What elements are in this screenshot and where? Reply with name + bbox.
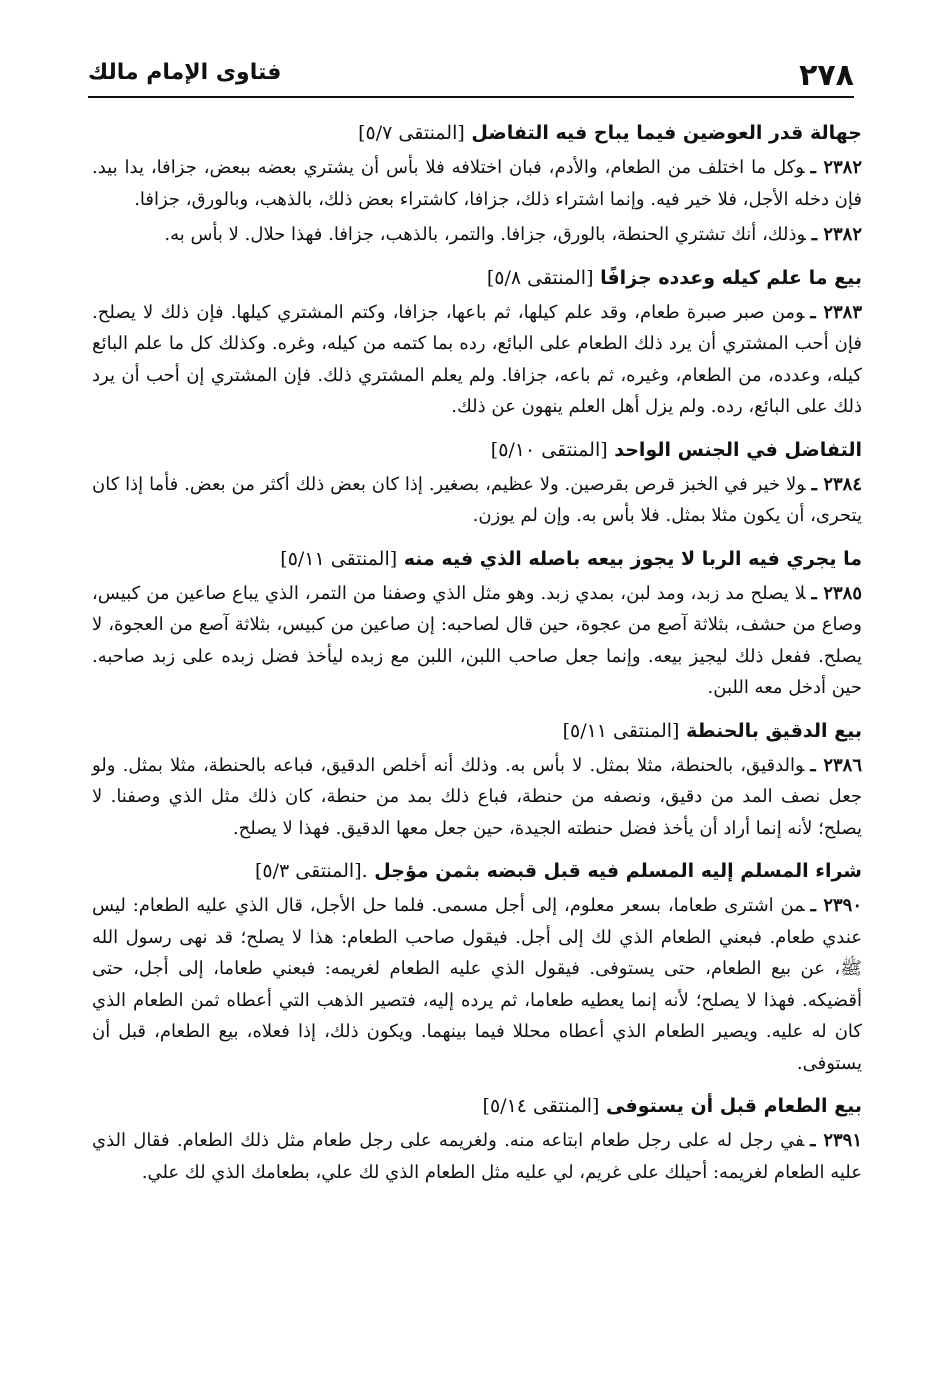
section (92, 542, 862, 704)
entry-number: ٢٣٨٦ ـ (810, 754, 862, 776)
section-reference: [المنتقى ٥/١١] (280, 547, 398, 570)
section-title (92, 542, 862, 576)
entry-number: ٢٣٩١ ـ (810, 1130, 862, 1151)
entry-paragraph (92, 469, 862, 532)
entry-paragraph (92, 750, 862, 845)
entry-text: وذلك، أنك تشتري الحنطة، بالورق، جزافا. والتمر، بالذهب، جزافا. فهذا حلال. لا بأس به. (164, 224, 806, 245)
entry-text: ولا خير في الخبز قرص بقرصين. ولا عظيم، بصغير. إذا كان بعض ذلك أكثر من بعض. فأما إذا كان يتحرى، أن يكون مثلا بمثل. فلا بأس به. وإن لم يوزن. (92, 473, 862, 526)
entry-number: ٢٣٩٠ ـ (810, 895, 862, 916)
section-reference: [المنتقى ٥/٧] (358, 122, 465, 144)
section-reference: .[المنتقى ٥/٣] (254, 860, 368, 882)
entry-text: ومن صبر صبرة طعام، وقد علم كيلها، ثم باعها، جزافا، وكتم المشتري كيلها. فإن ذلك لا يصلح. فإن أحب المشتري أن يرد ذلك الطعام على البائع، رده بما كتمه من كيله، وغره. وكذلك كل ما علم البائع كيله، وعدده، من الطعام، وغيره، ثم باعه، جزافا. ولم يعلم المشتري ذلك. فإن المشتري إن أحب أن يرد ذلك على البائع، رده. ولم يزل أهل العلم ينهون عن ذلك. (92, 301, 862, 417)
section-title-text: بيع الدقيق بالحنطة (686, 719, 862, 742)
section-reference: [المنتقى ٥/٨] (486, 266, 594, 289)
entry-paragraph (92, 297, 862, 423)
entry-text: لا يصلح مد زبد، ومد لبن، بمدي زبد. وهو مثل الذي وصفنا من التمر، الذي يباع صاعين من كبيس، وصاع من حشف، بثلاثة آصع من عجوة، حين قال لصاحبه: إن صاعين من كبيس، بثلاثة آصع من العجوة، لا يصلح. ففعل ذلك ليجيز بيعه. وإنما جعل صاحب اللبن، اللبن مع زبده ليأخذ فضل زبده على زبد صاحبه. حين أدخل معه اللبن. (92, 582, 862, 698)
entry-paragraph (92, 152, 862, 215)
section-title (92, 1089, 862, 1123)
section-title-text: جهالة قدر العوضين فيما يباح فيه التفاضل (471, 122, 862, 144)
section (92, 261, 862, 423)
section-reference: [المنتقى ٥/١١] (562, 719, 680, 742)
entry-text: في رجل له على رجل طعام ابتاعه منه. ولغريمه على رجل طعام مثل ذلك الطعام. فقال الذي عليه الطعام لغريمه: أحيلك على غريم، لي عليه مثل الطعام الذي لك علي، بطعامك الذي لك علي. (92, 1130, 862, 1183)
section (92, 1089, 862, 1188)
book-title: فتاوى الإمام مالك (88, 60, 282, 85)
section-title-text: ما يجري فيه الربا لا يجوز بيعه باصله الذي فيه منه (403, 547, 862, 570)
entry-number: ٢٣٨٣ ـ (810, 301, 862, 323)
entry-text: وكل ما اختلف من الطعام، والأدم، فبان اختلافه فلا بأس أن يشتري بعضه ببعض، جزافا، يدا بيد. فإن دخله الأجل، فلا خير فيه. وإنما اشتراء ذلك، جزافا، كاشتراء بعض ذلك، بالذهب، وبالورق، جزافا. (92, 157, 862, 210)
entry-paragraph (92, 1125, 862, 1188)
section-reference: [المنتقى ٥/١٤] (482, 1095, 600, 1117)
section-title-text: بيع الطعام قبل أن يستوفى (606, 1095, 862, 1117)
section-title-text: التفاضل في الجنس الواحد (614, 438, 862, 461)
page-header (88, 56, 854, 98)
section-title (92, 433, 862, 467)
entry-number: ٢٣٨٢ ـ (811, 224, 862, 245)
section (92, 116, 862, 251)
page-content (92, 116, 862, 1198)
section-title (92, 854, 862, 888)
section-reference: [المنتقى ٥/١٠] (490, 438, 608, 461)
entry-paragraph (92, 219, 862, 251)
entry-text: والدقيق، بالحنطة، مثلا بمثل. لا بأس به. وذلك أنه أخلص الدقيق، فباعه بالحنطة، مثلا بمثل. ولو جعل نصف المد من دقيق، ونصفه من حنطة، فباع ذلك بمد من حنطة، كان ذلك مثل الذي وصفنا. لا يصلح؛ لأنه إنما أراد أن يأخذ فضل حنطته الجيدة، حين جعل معها الدقيق. فهذا لا يصلح. (92, 754, 862, 839)
section-title-text: بيع ما علم كيله وعدده جزافًا (600, 266, 862, 289)
entry-number: ٢٣٨٢ ـ (810, 157, 862, 178)
entry-paragraph (92, 578, 862, 704)
section-title (92, 261, 862, 295)
section (92, 854, 862, 1079)
section-title-text: شراء المسلم إليه المسلم فيه قبل قبضه بثمن مؤجل (374, 860, 862, 882)
section (92, 714, 862, 845)
section-title (92, 116, 862, 150)
entry-paragraph (92, 890, 862, 1079)
entry-number: ٢٣٨٤ ـ (811, 473, 862, 495)
entry-text: من اشترى طعاما، بسعر معلوم، إلى أجل مسمى. فلما حل الأجل، قال الذي عليه الطعام: ليس عندي طعام. فبعني الطعام الذي لك إلى أجل. فيقول صاحب الطعام: هذا لا يصلح؛ قد نهى رسول الله ﷺ، عن بيع الطعام، حتى يستوفى. فيقول الذي عليه الطعام لغريمه: فبعني طعاما، إلى أجل، حتى أقضيكه. فهذا لا يصلح؛ لأنه إنما يعطيه طعاما، ثم يرده إليه، فتصير الذهب التي أعطاه ثمن الطعام الذي كان له عليه. ويصير الطعام الذي أعطاه محللا فيما بينهما. ويكون ذلك، إذا فعلاه، بيع الطعام، قبل أن يستوفى. (92, 895, 862, 1074)
page-number: ٢٧٨ (799, 58, 854, 93)
section-title (92, 714, 862, 748)
section (92, 433, 862, 532)
entry-number: ٢٣٨٥ ـ (811, 582, 862, 604)
